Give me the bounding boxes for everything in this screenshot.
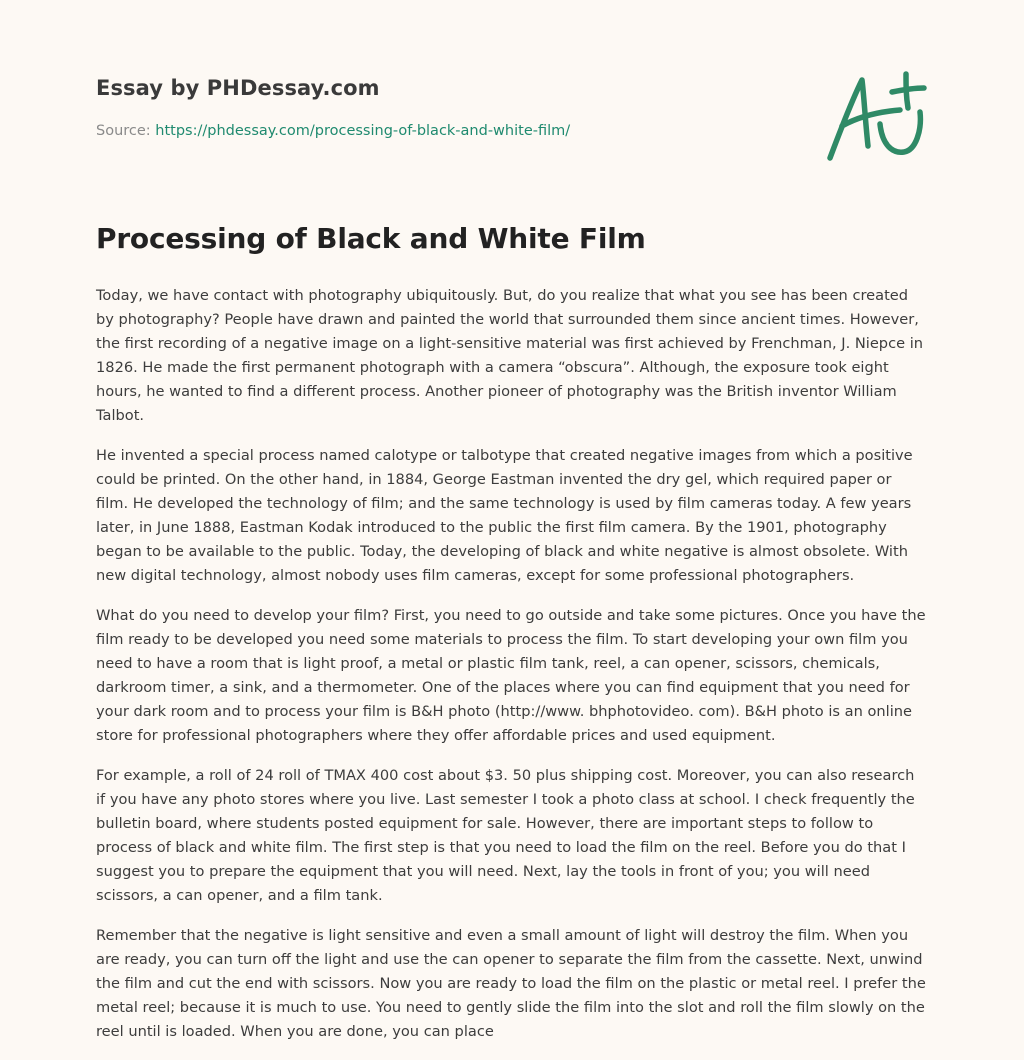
paragraph: Remember that the negative is light sensitive and even a small amount of light will destroy the film. When you are ready, you can turn off the light and use the can opener to separate the film from the cassette. Next, unwind the film and cut the end with scissors. Now you are ready to load the film on the plastic or metal reel. I prefer the metal reel; because it is much to use. You need to gently slide the film into the slot and roll the film slowly on the reel until is loaded. When you are done, you can place	[96, 927, 926, 1040]
paragraph: He invented a special process named calotype or talbotype that created negative images from which a positive could be printed. On the other hand, in 1884, George Eastman invented the dry gel, which required paper or film. He developed the technology of film; and the same technology is used by film cameras today. A few years later, in June 1888, Eastman Kodak introduced to the public the first film camera. By the 1901, photography began to be available to the public. Today, the developing of black and white negative is almost obsolete. With new digital technology, almost nobody uses film cameras, except for some professional photographers.	[96, 447, 913, 584]
a-plus-logo-icon	[822, 66, 932, 166]
site-brand[interactable]: Essay by PHDessay.com	[96, 76, 380, 100]
essay-title: Processing of Black and White Film	[96, 222, 646, 255]
essay-body	[96, 284, 928, 1060]
source-line	[96, 123, 570, 139]
source-link[interactable]: https://phdessay.com/processing-of-black-and-white-film/	[155, 123, 571, 139]
paragraph: Today, we have contact with photography ubiquitously. But, do you realize that what you see has been created by photography? People have drawn and painted the world that surrounded them since ancient times. However, the first recording of a negative image on a light-sensitive material was first achieved by Frenchman, J. Niepce in 1826. He made the first permanent photograph with a camera “obscura”. Although, the exposure took eight hours, he wanted to find a different process. Another pioneer of photography was the British inventor William Talbot.	[96, 287, 924, 424]
source-label: Source:	[96, 123, 151, 139]
paragraph: For example, a roll of 24 roll of TMAX 400 cost about $3. 50 plus shipping cost. Moreover, you can also research if you have any photo stores where you live. Last semester I took a photo class at school. I check frequently the bulletin board, where students posted equipment for sale. However, there are important steps to follow to process of black and white film. The first step is that you need to load the film on the reel. Before you do that I suggest you to prepare the equipment that you will need. Next, lay the tools in front of you; you will need scissors, a can opener, and a film tank.	[96, 767, 915, 904]
paragraph: What do you need to develop your film? First, you need to go outside and take some pictures. Once you have the film ready to be developed you need some materials to process the film. To start developing your own film you need to have a room that is light proof, a metal or plastic film tank, reel, a can opener, scissors, chemicals, darkroom timer, a sink, and a thermometer. One of the places where you can find equipment that you need for your dark room and to process your film is B&H photo (http://www. bhphotovideo. com). B&H photo is an online store for professional photographers where they offer affordable prices and used equipment.	[96, 607, 926, 744]
